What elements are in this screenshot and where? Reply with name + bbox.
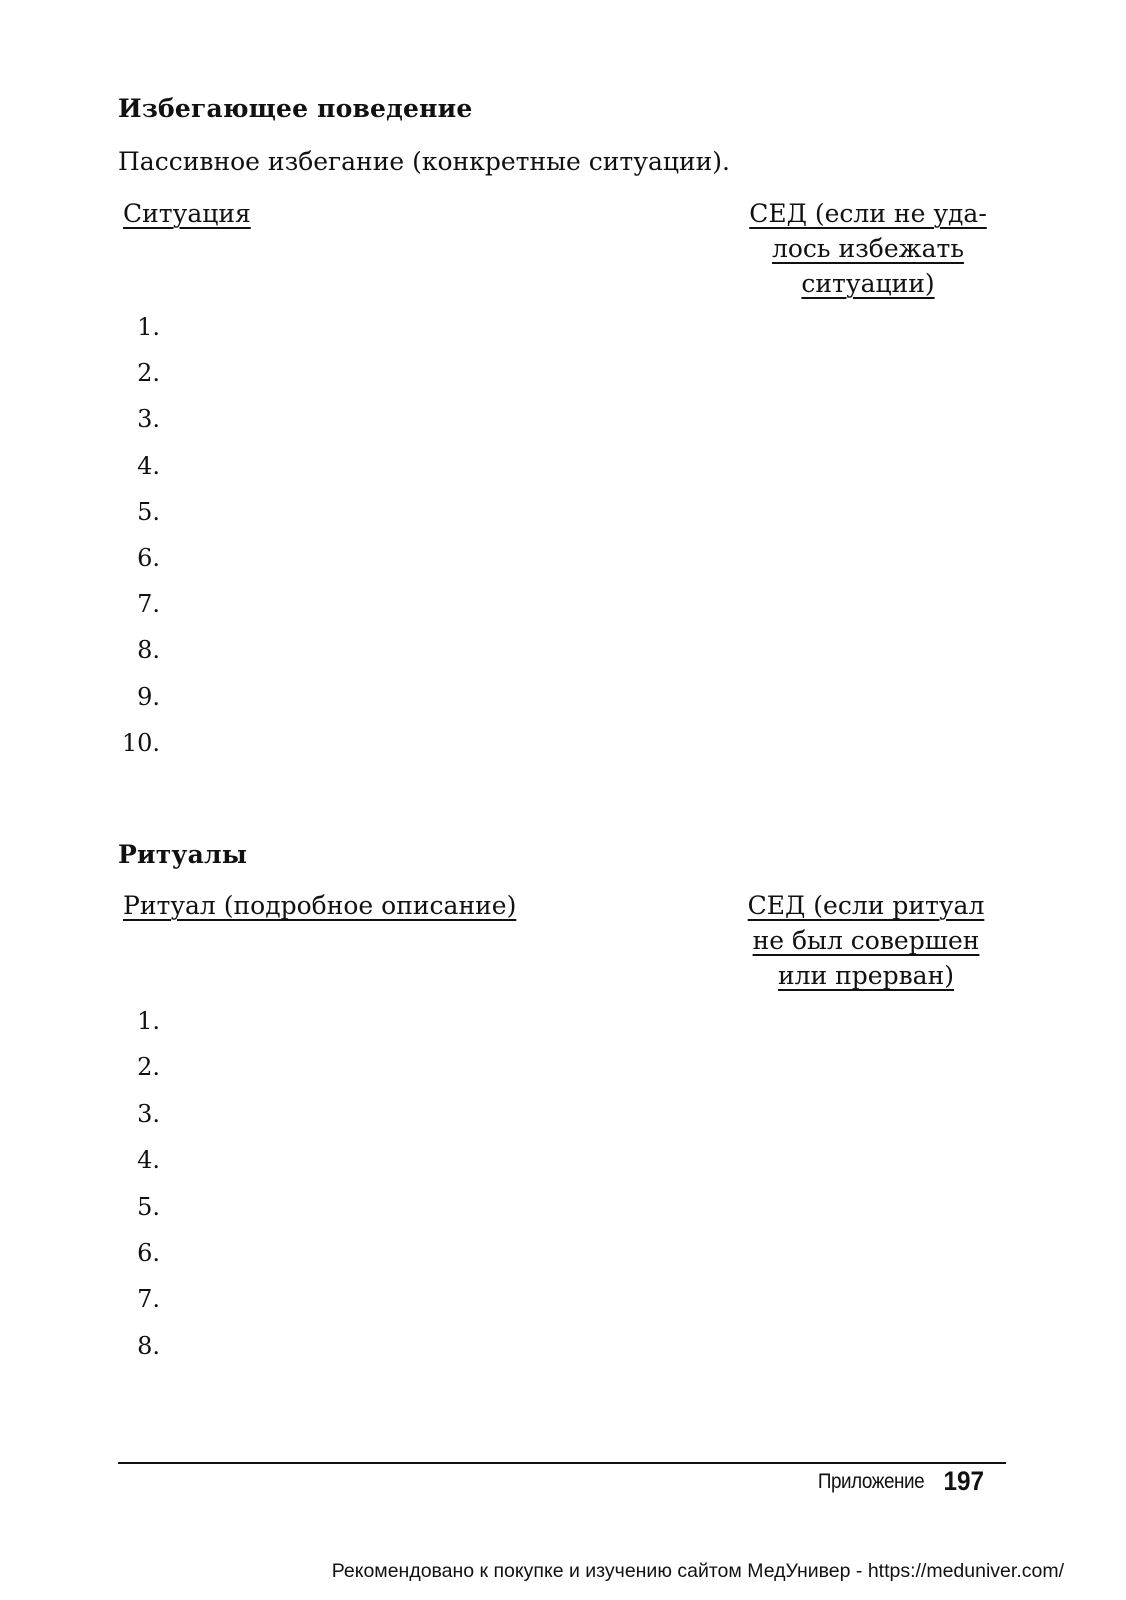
list-item: 1. [137, 1007, 160, 1035]
rituals-left-column-header: Ритуал (подробное описание) [123, 891, 517, 920]
avoidance-left-column-header: Ситуация [123, 199, 251, 228]
avoidance-right-header-line: лось избежать [772, 234, 964, 263]
avoidance-numbered-list [100, 308, 160, 770]
list-item: 7. [137, 590, 160, 619]
avoidance-right-column-header [748, 196, 988, 301]
footer-section-label: Приложение [817, 1470, 924, 1493]
list-item: 4. [137, 451, 160, 480]
list-item: 8. [137, 1331, 160, 1360]
list-item: 6. [137, 1238, 160, 1267]
avoidance-intro: Пассивное избегание (конкретные ситуации). [118, 147, 730, 176]
avoidance-right-header-line: ситуации) [801, 269, 935, 298]
rituals-right-header-line: или прерван) [777, 961, 954, 990]
list-item: 8. [137, 636, 160, 665]
watermark-text: Рекомендовано к покупке и изучению сайтом МедУнивер - https://meduniver.com/ [331, 1560, 1064, 1582]
list-item: 9. [137, 682, 160, 711]
footer-divider [118, 1462, 1006, 1464]
list-item: 6. [137, 543, 160, 572]
rituals-right-column-header [746, 888, 986, 993]
rituals-heading: Ритуалы [118, 840, 248, 869]
list-item: 7. [137, 1285, 160, 1314]
rituals-right-header-line: не был совершен [752, 926, 980, 955]
list-item: 1. [137, 313, 160, 341]
avoidance-right-header-line: СЕД (если не уда- [749, 199, 987, 228]
list-item: 5. [137, 1192, 160, 1221]
rituals-numbered-list [100, 1002, 160, 1373]
list-item: 2. [137, 1053, 160, 1082]
list-item: 2. [137, 359, 160, 388]
list-item: 4. [137, 1146, 160, 1175]
page-number: 197 [943, 1466, 984, 1496]
list-item: 3. [137, 405, 160, 434]
list-item: 5. [137, 497, 160, 526]
list-item: 10. [121, 728, 160, 757]
avoidance-heading: Избегающее поведение [118, 94, 473, 123]
list-item: 3. [137, 1099, 160, 1128]
rituals-right-header-line: СЕД (если ритуал [747, 891, 985, 920]
